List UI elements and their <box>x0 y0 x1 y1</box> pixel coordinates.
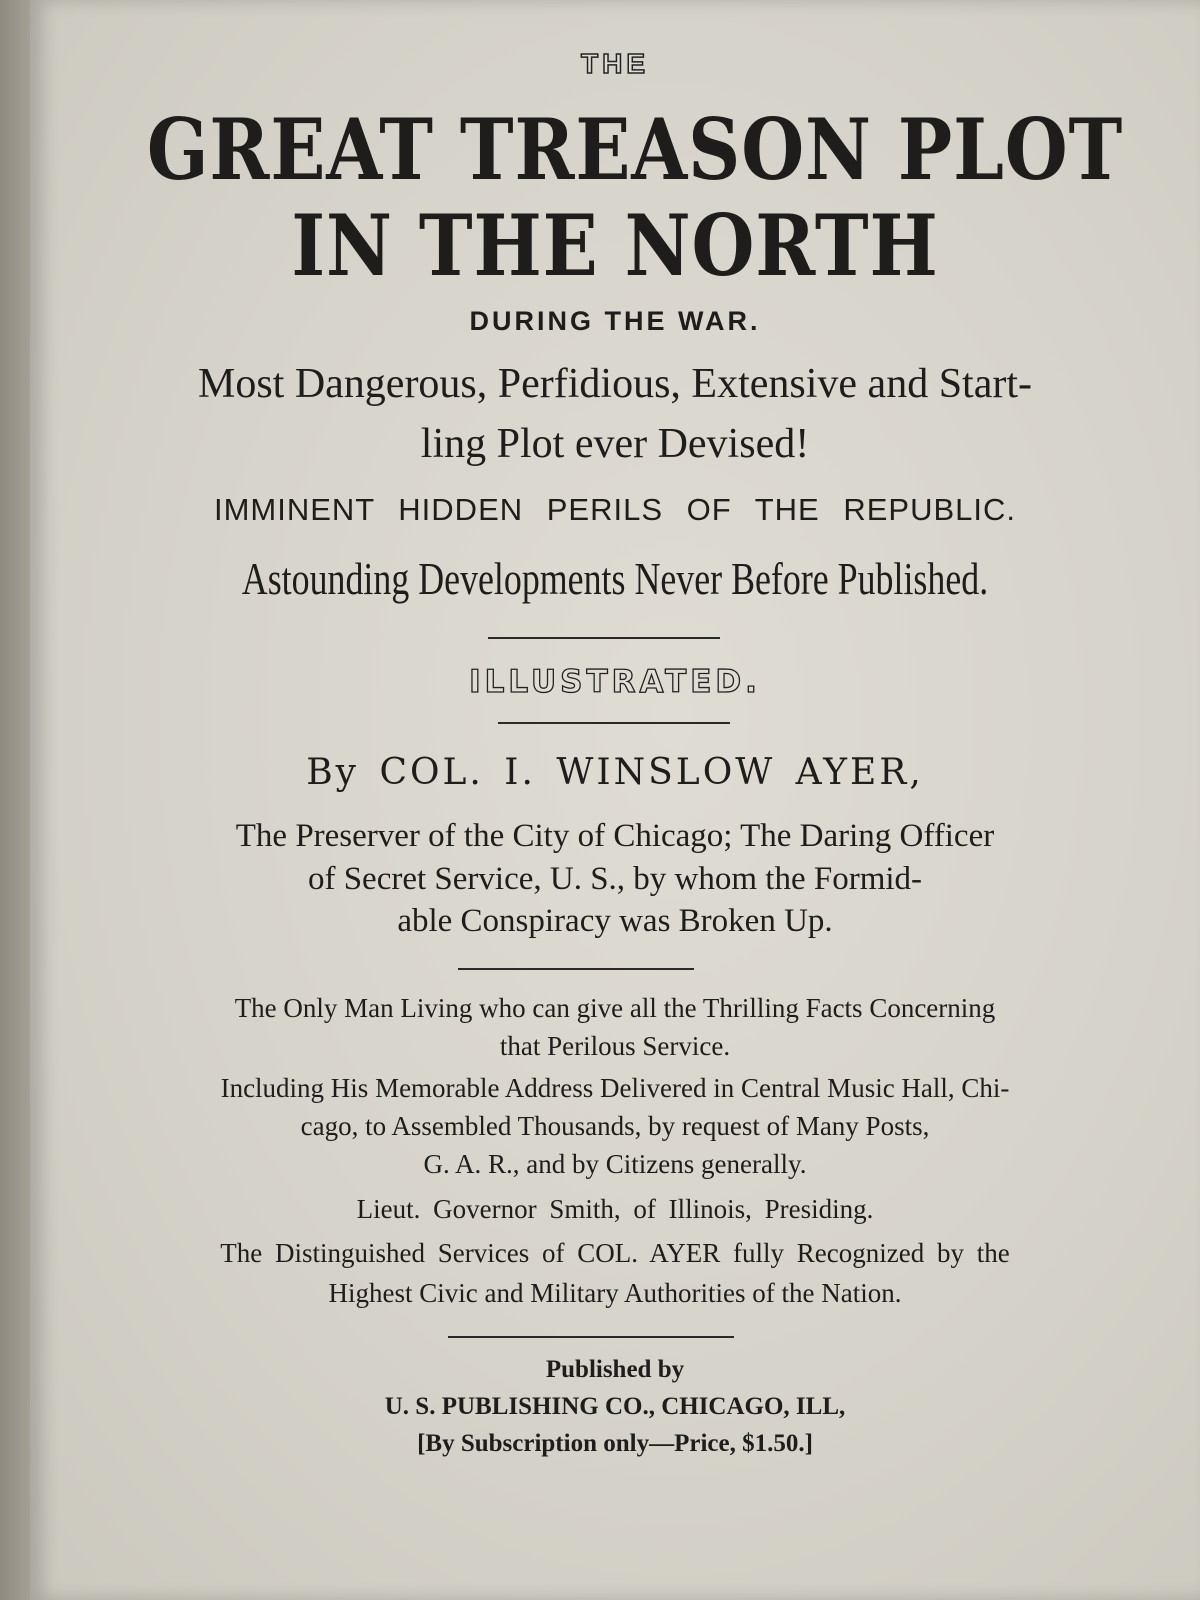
divider-rule <box>498 722 730 724</box>
illustrated-label: ILLUSTRATED. <box>469 664 761 700</box>
only-man-living-line-2: that Perilous Service. <box>499 1031 731 1061</box>
divider-rule <box>458 968 694 970</box>
publisher-line-1: Published by <box>545 1356 685 1383</box>
the-label: THE <box>581 48 649 79</box>
recognition-line-1: The Distinguished Services of COL. AYER fully Recognized by the <box>220 1238 1010 1268</box>
astounding-developments-line: Astounding Developments Never Before Published. <box>241 553 989 604</box>
author-byline: By COL. I. WINSLOW AYER, <box>306 752 924 793</box>
publisher-line-3: [By Subscription only—Price, $1.50.] <box>417 1430 813 1457</box>
title-page <box>30 0 1200 1600</box>
imminent-perils-heading: IMMINENT HIDDEN PERILS OF THE REPUBLIC. <box>213 492 1017 527</box>
divider-rule <box>448 1336 734 1338</box>
author-description-line-1: The Preserver of the City of Chicago; The Daring Officer <box>235 818 995 854</box>
address-note-line-3: G. A. R., and by Citizens generally. <box>423 1149 807 1179</box>
presiding-note: Lieut. Governor Smith, of Illinois, Presiding. <box>356 1194 874 1224</box>
book-title-line-2: IN THE NORTH <box>291 196 939 295</box>
author-description-line-2: of Secret Service, U. S., by whom the Formid- <box>307 861 923 897</box>
address-note-line-1: Including His Memorable Address Delivered in Central Music Hall, Chi- <box>220 1073 1010 1103</box>
book-title-line-1: GREAT TREASON PLOT <box>146 100 1124 199</box>
address-note-line-2: cago, to Assembled Thousands, by request of Many Posts, <box>300 1111 930 1141</box>
only-man-living-line-1: The Only Man Living who can give all the Thrilling Facts Concerning <box>234 993 996 1023</box>
divider-rule <box>488 637 720 639</box>
recognition-line-2: Highest Civic and Military Authorities of the Nation. <box>328 1278 902 1308</box>
subtitle-during-the-war: DURING THE WAR. <box>469 306 761 336</box>
author-description-line-3: able Conspiracy was Broken Up. <box>397 903 833 939</box>
tagline-line-1: Most Dangerous, Perfidious, Extensive and Start- <box>197 361 1033 407</box>
publisher-line-2: U. S. PUBLISHING CO., CHICAGO, ILL, <box>384 1393 846 1420</box>
tagline-line-2: ling Plot ever Devised! <box>420 421 810 467</box>
